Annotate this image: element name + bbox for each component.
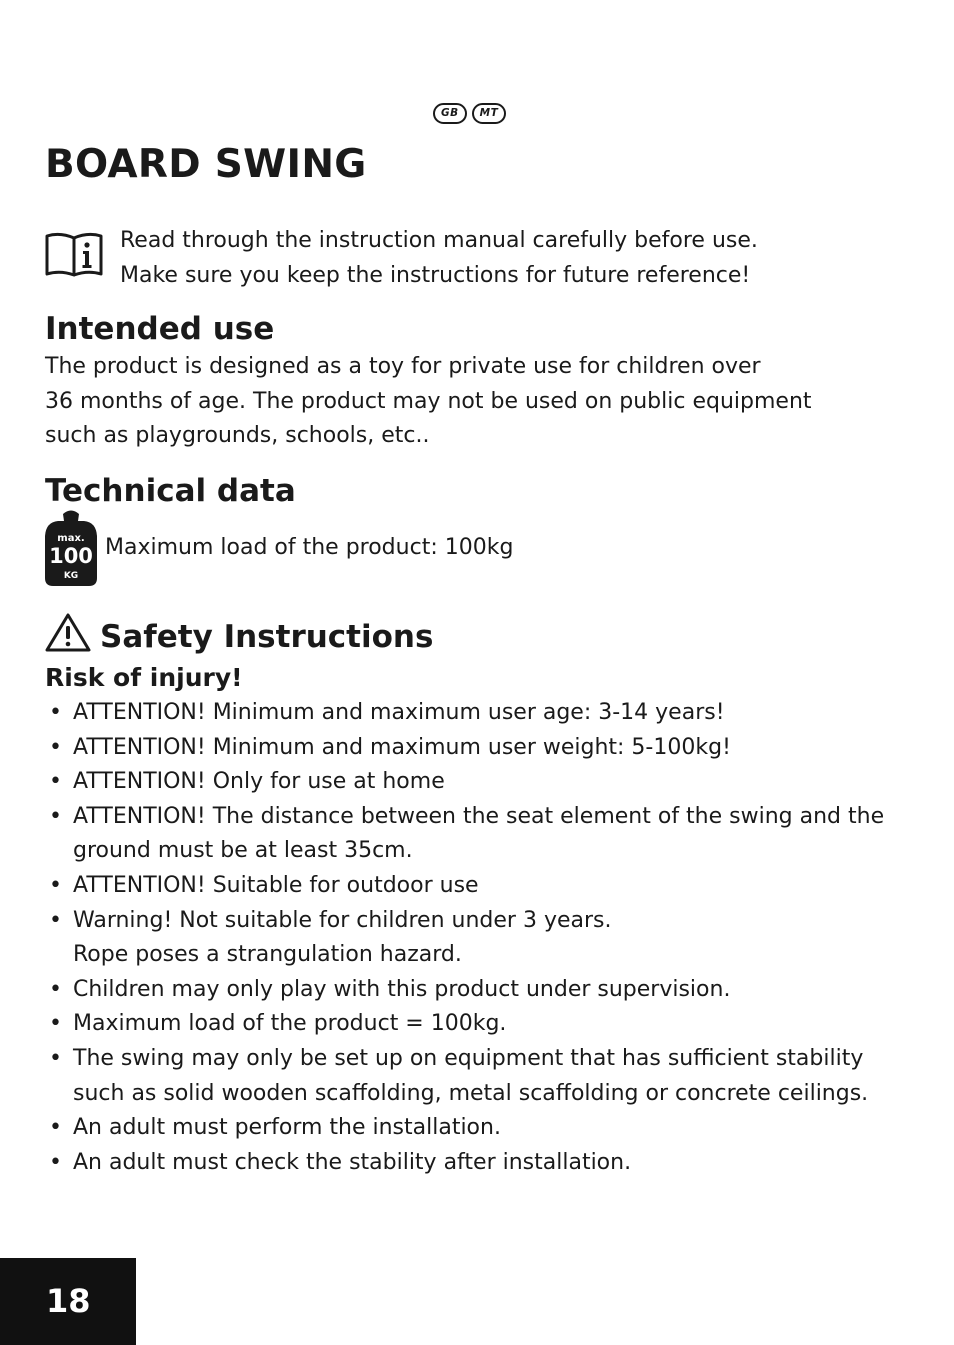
- language-badge-gb: GB: [433, 103, 467, 124]
- intended-use-line: 36 months of age. The product may not be used on public equipment: [45, 388, 812, 414]
- risk-of-injury-heading: Risk of injury!: [45, 663, 243, 692]
- safety-list: [45, 696, 925, 1180]
- technical-data-heading: Technical data: [45, 473, 296, 509]
- intended-use-heading: Intended use: [45, 311, 275, 347]
- warning-triangle-icon: [45, 612, 91, 652]
- max-weight-icon: [44, 508, 98, 588]
- language-badges: [433, 103, 506, 124]
- max-load-text: Maximum load of the product: 100kg: [105, 535, 514, 560]
- intended-use-line: such as playgrounds, schools, etc..: [45, 423, 430, 448]
- safety-item: • An adult must perform the installation.: [45, 1111, 925, 1146]
- safety-item: • An adult must check the stability after installation.: [45, 1146, 925, 1181]
- safety-item: • ATTENTION! The distance between the seat element of the swing and the ground must be at least 35cm.: [45, 800, 925, 869]
- page-title: BOARD SWING: [45, 142, 367, 187]
- intended-use-text: [45, 350, 812, 454]
- page-number: 18: [0, 1258, 136, 1345]
- read-notice-line: Make sure you keep the instructions for future reference!: [120, 262, 751, 288]
- max-weight-icon-value: 100: [49, 544, 93, 568]
- safety-item: • ATTENTION! Only for use at home: [45, 765, 925, 800]
- safety-item: • The swing may only be set up on equipment that has sufficient stability such as solid wooden scaffolding, metal scaffolding or concrete ceilings.: [45, 1042, 925, 1111]
- safety-instructions-heading: Safety Instructions: [100, 619, 434, 655]
- safety-item: • ATTENTION! Minimum and maximum user weight: 5-100kg!: [45, 731, 925, 766]
- read-notice: [120, 224, 758, 293]
- safety-item: • Warning! Not suitable for children under 3 years. Rope poses a strangulation hazard.: [45, 904, 925, 973]
- read-notice-line: Read through the instruction manual carefully before use.: [120, 228, 758, 253]
- language-badge-mt: MT: [472, 103, 507, 124]
- max-weight-icon-unit: KG: [63, 571, 79, 581]
- safety-item: • Children may only play with this product under supervision.: [45, 973, 925, 1008]
- read-manual-icon: [45, 232, 103, 277]
- safety-item: • ATTENTION! Suitable for outdoor use: [45, 869, 925, 904]
- max-weight-icon-label: max.: [57, 533, 85, 544]
- safety-item: • Maximum load of the product = 100kg.: [45, 1007, 925, 1042]
- safety-item: • ATTENTION! Minimum and maximum user age: 3-14 years!: [45, 696, 925, 731]
- intended-use-line: The product is designed as a toy for private use for children over: [45, 354, 761, 379]
